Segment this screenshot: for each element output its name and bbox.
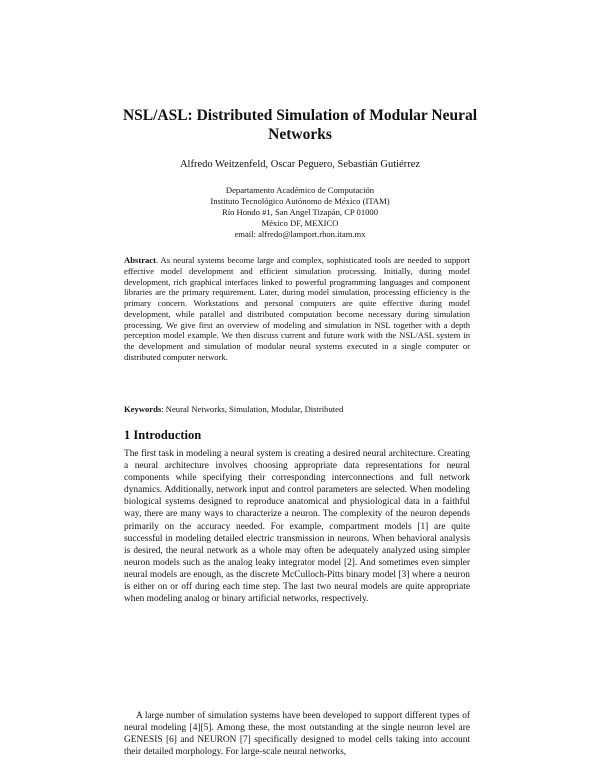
affiliation-department: Departamento Académico de Computación <box>225 185 375 195</box>
affiliation-institute: Instituto Tecnológico Autónomo de México (ITAM) <box>210 196 390 206</box>
abstract-text: . As neural systems become large and complex, sophisticated tools are needed to support effective model development and efficient simulation processing. Initially, during model development, rich graphical interfaces linked to powerful programming languages and component libraries are the primary requirement. Later, during model simulation, processing efficiency is the primary concern. Workstations and personal computers are quite effective during model development, while parallel and distributed computation become necessary during simulation processing. We give first an overview of modeling and simulation in NSL together with a depth perception model example. We then discuss current and future work with the NSL/ASL system in the development and simulation of modular neural systems executed in a single computer or distributed computer network. <box>124 255 470 362</box>
intro-paragraph-1: The first task in modeling a neural system is creating a desired neural architecture. Creating a neural architecture involves choosing appropriate data representations for neural components while specifying their corresponding interconnections and full network dynamics. Additionally, network input and control parameters are selected. When modeling biological systems designed to reproduce anatomical and physiological data in a faithful way, there are many ways to characterize a neuron. The complexity of the neuron depends primarily on the accuracy needed. For example, compartment models [1] are quite successful in modeling detailed electric transmission in neurons. When behavioral analysis is desired, the neural network as a whole may often be adequately analyzed using simpler neuron models such as the analog leaky integrator model [2]. And sometimes even simpler neural models are enough, as the discrete McCulloch-Pitts binary model [3] where a neuron is either on or off during each time step. The last two neural models are quite appropriate when modeling analog or binary artificial networks, respectively. <box>124 449 470 605</box>
keywords <box>124 404 470 415</box>
author-list: Alfredo Weitzenfeld, Oscar Peguero, Sebastián Gutiérrez <box>179 159 421 170</box>
affiliation-block <box>100 185 500 240</box>
abstract-label: Abstract <box>124 255 156 265</box>
paper-title: NSL/ASL: Distributed Simulation of Modular Neural Networks <box>122 107 478 143</box>
abstract <box>124 255 470 363</box>
keywords-label: Keywords <box>124 404 162 414</box>
affiliation-email: email: alfredo@lamport.rhon.itam.mx <box>234 229 366 239</box>
affiliation-city: México DF, MEXICO <box>261 218 339 228</box>
affiliation-address: Río Hondo #1, San Angel Tizapán, CP 01000 <box>221 207 379 217</box>
intro-paragraph-2: A large number of simulation systems have been developed to support different types of neural modeling [4][5]. Among these, the most outstanding at the single neuron level are GENESIS [6] and NEURON [7] specifically designed to model cells taking into account their detailed morphology. For large-scale neural networks, <box>124 711 470 758</box>
section-heading: 1 Introduction <box>124 428 202 442</box>
keywords-text: : Neural Networks, Simulation, Modular, Distributed <box>161 404 344 414</box>
